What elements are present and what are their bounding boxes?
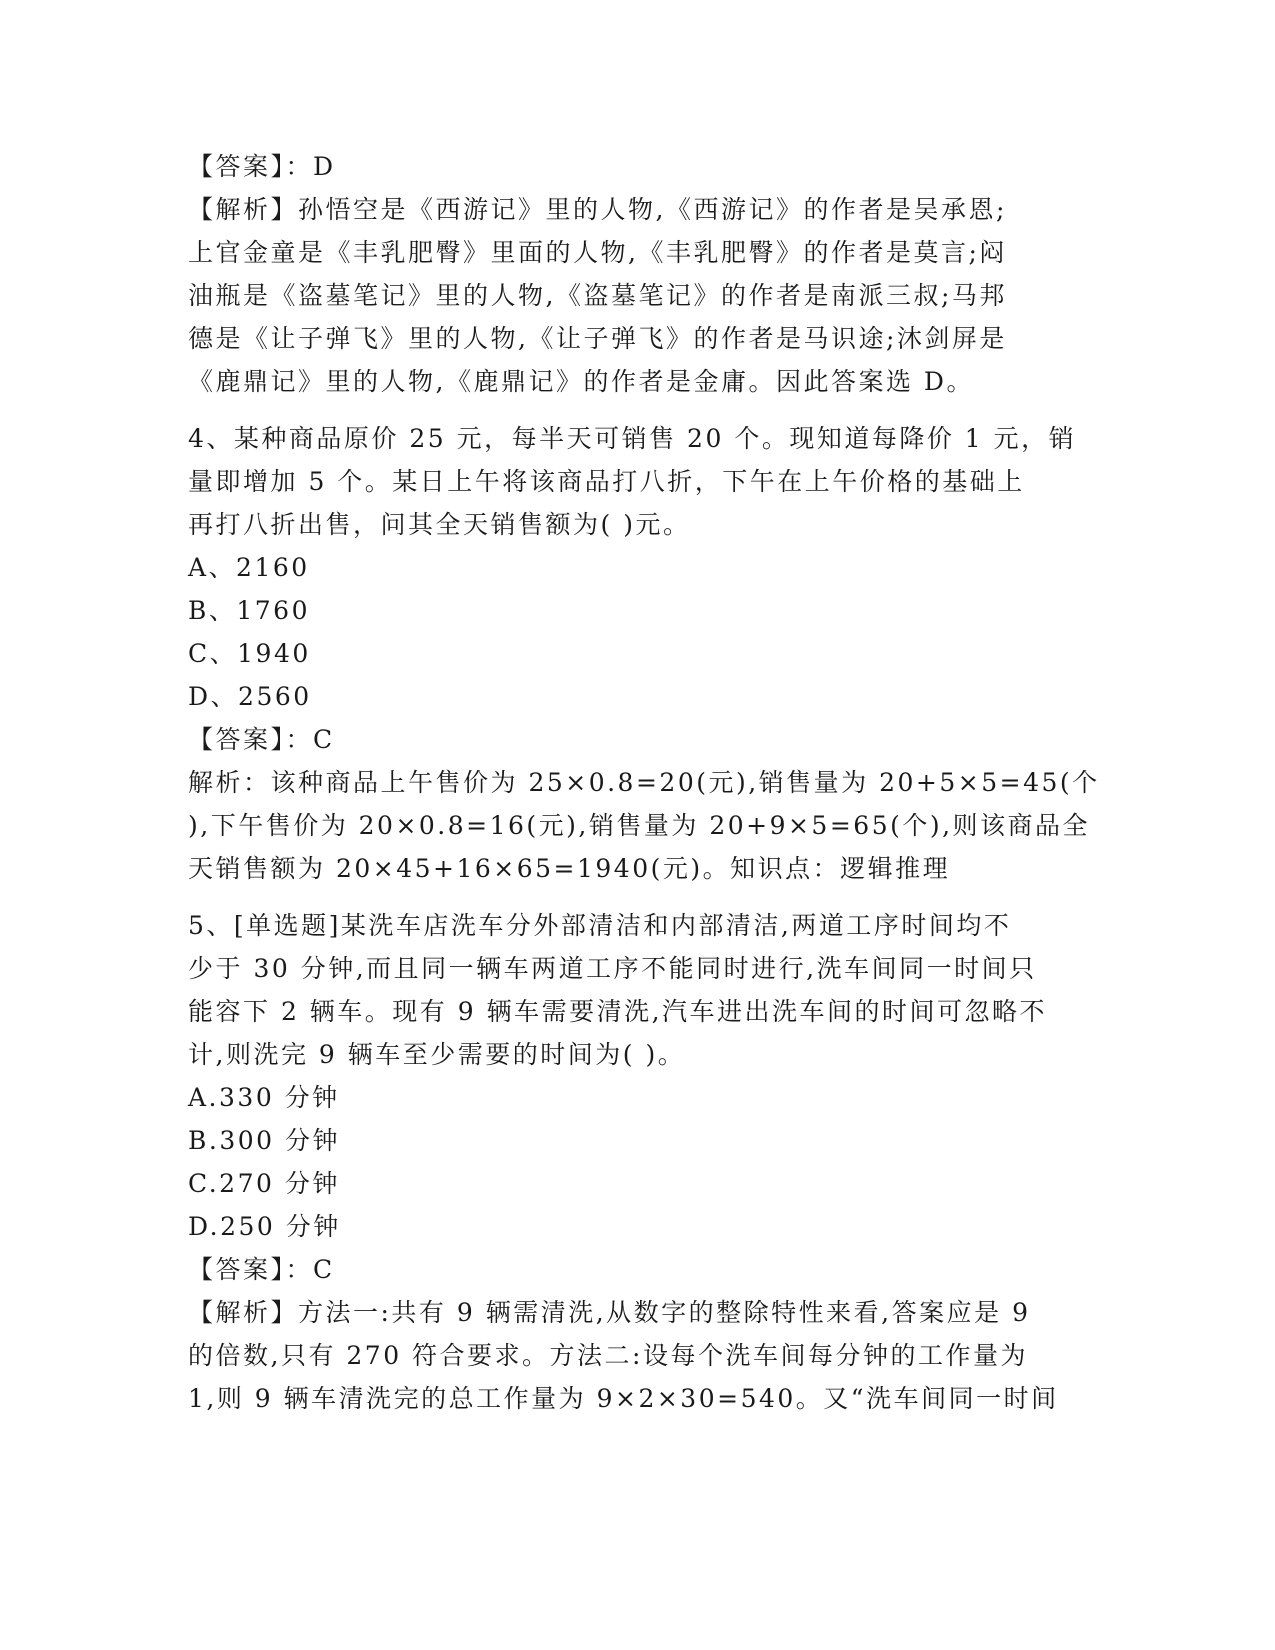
- document-content: [188, 145, 1100, 1420]
- paragraph-gap: [188, 890, 1080, 904]
- explanation-line: 【解析】方法一:共有 9 辆需清洗,从数字的整除特性来看,答案应是 9: [188, 1298, 1031, 1327]
- answer-line: 【答案】：C: [188, 725, 335, 754]
- option-c: C.270 分钟: [188, 1169, 340, 1198]
- option-c: C、1940: [188, 639, 311, 668]
- explanation-line: 解析：该种商品上午售价为 25×0.8=20(元),销售量为 20+5×5=45(个: [188, 768, 1100, 797]
- explanation-line: 《鹿鼎记》里的人物,《鹿鼎记》的作者是金庸。因此答案选 D。: [188, 367, 974, 396]
- explanation-line: 上官金童是《丰乳肥臀》里面的人物,《丰乳肥臀》的作者是莫言;闷: [188, 238, 1007, 267]
- option-a: A、2160: [188, 553, 310, 582]
- explanation-line: 天销售额为 20×45+16×65=1940(元)。知识点：逻辑推理: [188, 854, 951, 883]
- question-line: 计,则洗完 9 辆车至少需要的时间为( )。: [188, 1040, 686, 1069]
- option-b: B.300 分钟: [188, 1126, 340, 1155]
- paragraph-gap: [188, 403, 1080, 417]
- explanation-line: 油瓶是《盗墓笔记》里的人物,《盗墓笔记》的作者是南派三叔;马邦: [188, 281, 1007, 310]
- question-line: 少于 30 分钟,而且同一辆车两道工序不能同时进行,洗车间同一时间只: [188, 954, 1037, 983]
- question-line: 4、某种商品原价 25 元，每半天可销售 20 个。现知道每降价 1 元，销: [188, 424, 1077, 453]
- answer-line: 【答案】：C: [188, 1255, 335, 1284]
- option-a: A.330 分钟: [188, 1083, 340, 1112]
- question-line: 5、[单选题]某洗车店洗车分外部清洁和内部清洁,两道工序时间均不: [188, 911, 1012, 940]
- question-block-4: [188, 417, 1100, 890]
- answer-line: 【答案】：D: [188, 152, 336, 181]
- explanation-line: 1,则 9 辆车清洗完的总工作量为 9×2×30=540。又“洗车间同一时间: [188, 1384, 1059, 1413]
- option-d: D.250 分钟: [188, 1212, 341, 1241]
- question-line: 再打八折出售，问其全天销售额为( )元。: [188, 510, 691, 539]
- answer-block-q3: [188, 145, 1080, 403]
- question-line: 能容下 2 辆车。现有 9 辆车需要清洗,汽车进出洗车间的时间可忽略不: [188, 997, 1048, 1026]
- option-b: B、1760: [188, 596, 310, 625]
- question-block-5: [188, 904, 1080, 1420]
- explanation-line: 的倍数,只有 270 符合要求。方法二:设每个洗车间每分钟的工作量为: [188, 1341, 1028, 1370]
- explanation-line: 【解析】孙悟空是《西游记》里的人物,《西游记》的作者是吴承恩;: [188, 195, 1007, 224]
- option-d: D、2560: [188, 682, 312, 711]
- question-line: 量即增加 5 个。某日上午将该商品打八折，下午在上午价格的基础上: [188, 467, 1025, 496]
- explanation-line: ),下午售价为 20×0.8=16(元),销售量为 20+9×5=65(个),则该商品全: [188, 811, 1091, 840]
- explanation-line: 德是《让子弹飞》里的人物,《让子弹飞》的作者是马识途;沐剑屏是: [188, 324, 1007, 353]
